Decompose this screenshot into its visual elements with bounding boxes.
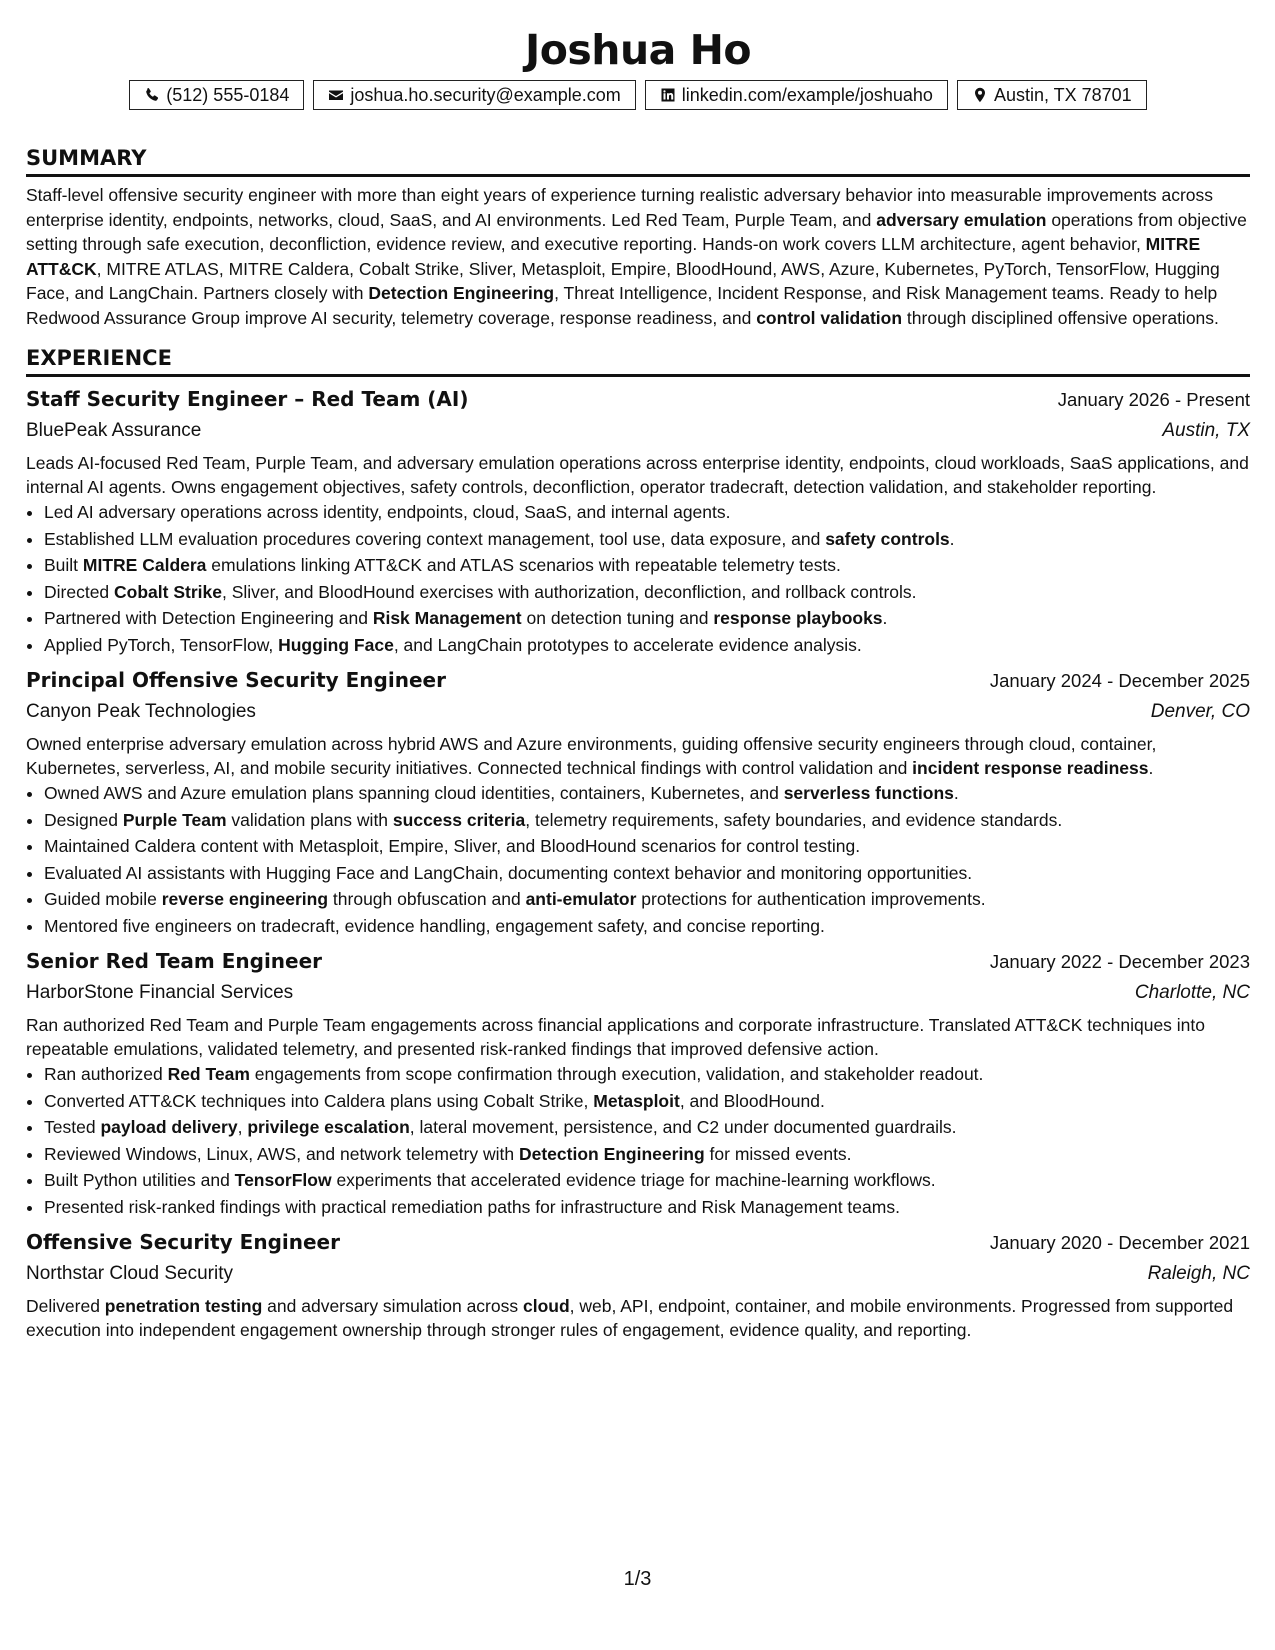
bullet-item: • Applied PyTorch, TensorFlow, Hugging Face, and LangChain prototypes to accelerate evidence analysis. bbox=[44, 632, 1250, 659]
bullet-item: • Presented risk-ranked findings with practical remediation paths for infrastructure and Risk Management teams. bbox=[44, 1194, 1250, 1221]
job-description: Ran authorized Red Team and Purple Team engagements across financial applications and corporate infrastructure. Translated ATT&CK techniques into repeatable emulations, validated telemetry, and presented risk-ranked findings that improved defensive action. bbox=[26, 1015, 1206, 1059]
bullet-item: • Led AI adversary operations across identity, endpoints, cloud, SaaS, and internal agents. bbox=[44, 499, 1250, 526]
job-company: Canyon Peak Technologies bbox=[26, 701, 256, 722]
summary-text: Staff-level offensive security engineer with more than eight years of experience turning realistic adversary behavior into measurable improvements across enterprise identity, endpoints, networks, cloud, SaaS, and AI environments. Led Red Team, Purple Team, and adversary emulation operations from objective setting through safe execution, deconfliction, evidence review, and executive reporting. Hands-on work covers LLM architecture, agent behavior, MITRE ATT&CK, MITRE ATLAS, MITRE Caldera, Cobalt Strike, Sliver, Metasploit, Empire, BloodHound, AWS, Azure, Kubernetes, PyTorch, TensorFlow, Hugging Face, and LangChain. Partners closely with Detection Engineering, Threat Intelligence, Incident Response, and Risk Management teams. Ready to help Redwood Assurance Group improve AI security, telemetry coverage, response readiness, and control validation through disciplined offensive operations. bbox=[26, 185, 1247, 328]
bullet-item: • Built Python utilities and TensorFlow experiments that accelerated evidence triage for machine-learning workflows. bbox=[44, 1167, 1250, 1194]
job-bullets bbox=[26, 780, 1250, 939]
linkedin-text: linkedin.com/example/joshuaho bbox=[681, 85, 933, 105]
envelope-icon bbox=[328, 87, 344, 103]
bullet-item: • Built MITRE Caldera emulations linking ATT&CK and ATLAS scenarios with repeatable telemetry tests. bbox=[44, 552, 1250, 579]
job-dates: January 2024 - December 2025 bbox=[989, 670, 1250, 691]
job-dates: January 2026 - Present bbox=[1057, 389, 1250, 410]
bullet-item: • Ran authorized Red Team engagements from scope confirmation through execution, validation, and stakeholder readout. bbox=[44, 1061, 1250, 1088]
email-text: joshua.ho.security@example.com bbox=[350, 85, 621, 105]
bullet-item: • Guided mobile reverse engineering through obfuscation and anti-emulator protections for authentication improvements. bbox=[44, 886, 1250, 913]
bullet-item: • Directed Cobalt Strike, Sliver, and BloodHound exercises with authorization, deconfliction, and rollback controls. bbox=[44, 579, 1250, 606]
location-text: Austin, TX 78701 bbox=[993, 85, 1132, 105]
contact-location bbox=[957, 80, 1147, 110]
job-title: Principal Offensive Security Engineer bbox=[26, 668, 446, 692]
bullet-item: • Owned AWS and Azure emulation plans spanning cloud identities, containers, Kubernetes, and serverless functions. bbox=[44, 780, 1250, 807]
phone-icon bbox=[144, 87, 160, 103]
linkedin-icon bbox=[660, 87, 676, 103]
job-entry bbox=[26, 387, 1250, 658]
bullet-item: • Designed Purple Team validation plans with success criteria, telemetry requirements, safety boundaries, and evidence standards. bbox=[44, 807, 1250, 834]
job-location: Charlotte, NC bbox=[1134, 982, 1250, 1003]
job-company: BluePeak Assurance bbox=[26, 420, 202, 441]
bullet-item: • Established LLM evaluation procedures covering context management, tool use, data exposure, and safety controls. bbox=[44, 526, 1250, 553]
bullet-item: • Tested payload delivery, privilege escalation, lateral movement, persistence, and C2 under documented guardrails. bbox=[44, 1114, 1250, 1141]
bullet-item: • Converted ATT&CK techniques into Caldera plans using Cobalt Strike, Metasploit, and BloodHound. bbox=[44, 1088, 1250, 1115]
bullet-item: • Partnered with Detection Engineering and Risk Management on detection tuning and response playbooks. bbox=[44, 605, 1250, 632]
phone-text: (512) 555-0184 bbox=[166, 85, 290, 105]
job-company: HarborStone Financial Services bbox=[26, 982, 294, 1003]
map-marker-icon bbox=[972, 87, 988, 103]
job-dates: January 2020 - December 2021 bbox=[989, 1232, 1250, 1253]
job-location: Denver, CO bbox=[1150, 701, 1250, 722]
job-dates: January 2022 - December 2023 bbox=[989, 951, 1250, 972]
job-title: Senior Red Team Engineer bbox=[26, 949, 323, 973]
contact-bar bbox=[26, 80, 1250, 110]
bullet-item: • Reviewed Windows, Linux, AWS, and network telemetry with Detection Engineering for missed events. bbox=[44, 1141, 1250, 1168]
job-header bbox=[26, 387, 1250, 417]
job-location: Austin, TX bbox=[1162, 420, 1250, 441]
job-bullets bbox=[26, 1061, 1250, 1220]
candidate-name: Joshua Ho bbox=[524, 26, 752, 74]
job-location: Raleigh, NC bbox=[1147, 1263, 1250, 1284]
job-header bbox=[26, 668, 1250, 698]
job-title: Offensive Security Engineer bbox=[26, 1230, 340, 1254]
job-entry bbox=[26, 1230, 1250, 1342]
page-number: 1/3 bbox=[623, 1568, 652, 1590]
job-header bbox=[26, 1230, 1250, 1260]
experience-heading: EXPERIENCE bbox=[26, 346, 1250, 377]
job-subheader bbox=[26, 1260, 1250, 1288]
job-description: Delivered penetration testing and adversary simulation across cloud, web, API, endpoint, container, and mobile environments. Progressed from supported execution into independent engagement ownership through stronger rules of engagement, evidence quality, and reporting. bbox=[26, 1296, 1234, 1340]
job-subheader bbox=[26, 979, 1250, 1007]
job-company: Northstar Cloud Security bbox=[26, 1263, 233, 1284]
bullet-item: • Mentored five engineers on tradecraft, evidence handling, engagement safety, and concise reporting. bbox=[44, 913, 1250, 940]
job-entry bbox=[26, 949, 1250, 1220]
job-title: Staff Security Engineer – Red Team (AI) bbox=[26, 387, 469, 411]
job-header bbox=[26, 949, 1250, 979]
summary-heading: SUMMARY bbox=[26, 146, 1250, 177]
job-description: Owned enterprise adversary emulation across hybrid AWS and Azure environments, guiding offensive security engineers through cloud, container, Kubernetes, serverless, AI, and mobile security initiatives. Connected technical findings with control validation and incident response readiness. bbox=[26, 734, 1157, 778]
resume-page bbox=[26, 0, 1250, 1342]
contact-linkedin[interactable] bbox=[645, 80, 948, 110]
bullet-item: • Evaluated AI assistants with Hugging Face and LangChain, documenting context behavior and monitoring opportunities. bbox=[44, 860, 1250, 887]
job-subheader bbox=[26, 698, 1250, 726]
contact-email[interactable] bbox=[313, 80, 635, 110]
experience-list bbox=[26, 387, 1250, 1342]
job-description: Leads AI-focused Red Team, Purple Team, and adversary emulation operations across enterprise identity, endpoints, cloud workloads, SaaS applications, and internal AI agents. Owns engagement objectives, safety controls, deconfliction, operator tradecraft, detection validation, and stakeholder reporting. bbox=[26, 453, 1249, 497]
job-bullets bbox=[26, 499, 1250, 658]
job-subheader bbox=[26, 417, 1250, 445]
job-entry bbox=[26, 668, 1250, 939]
bullet-item: • Maintained Caldera content with Metasploit, Empire, Sliver, and BloodHound scenarios for control testing. bbox=[44, 833, 1250, 860]
contact-phone[interactable] bbox=[129, 80, 304, 110]
